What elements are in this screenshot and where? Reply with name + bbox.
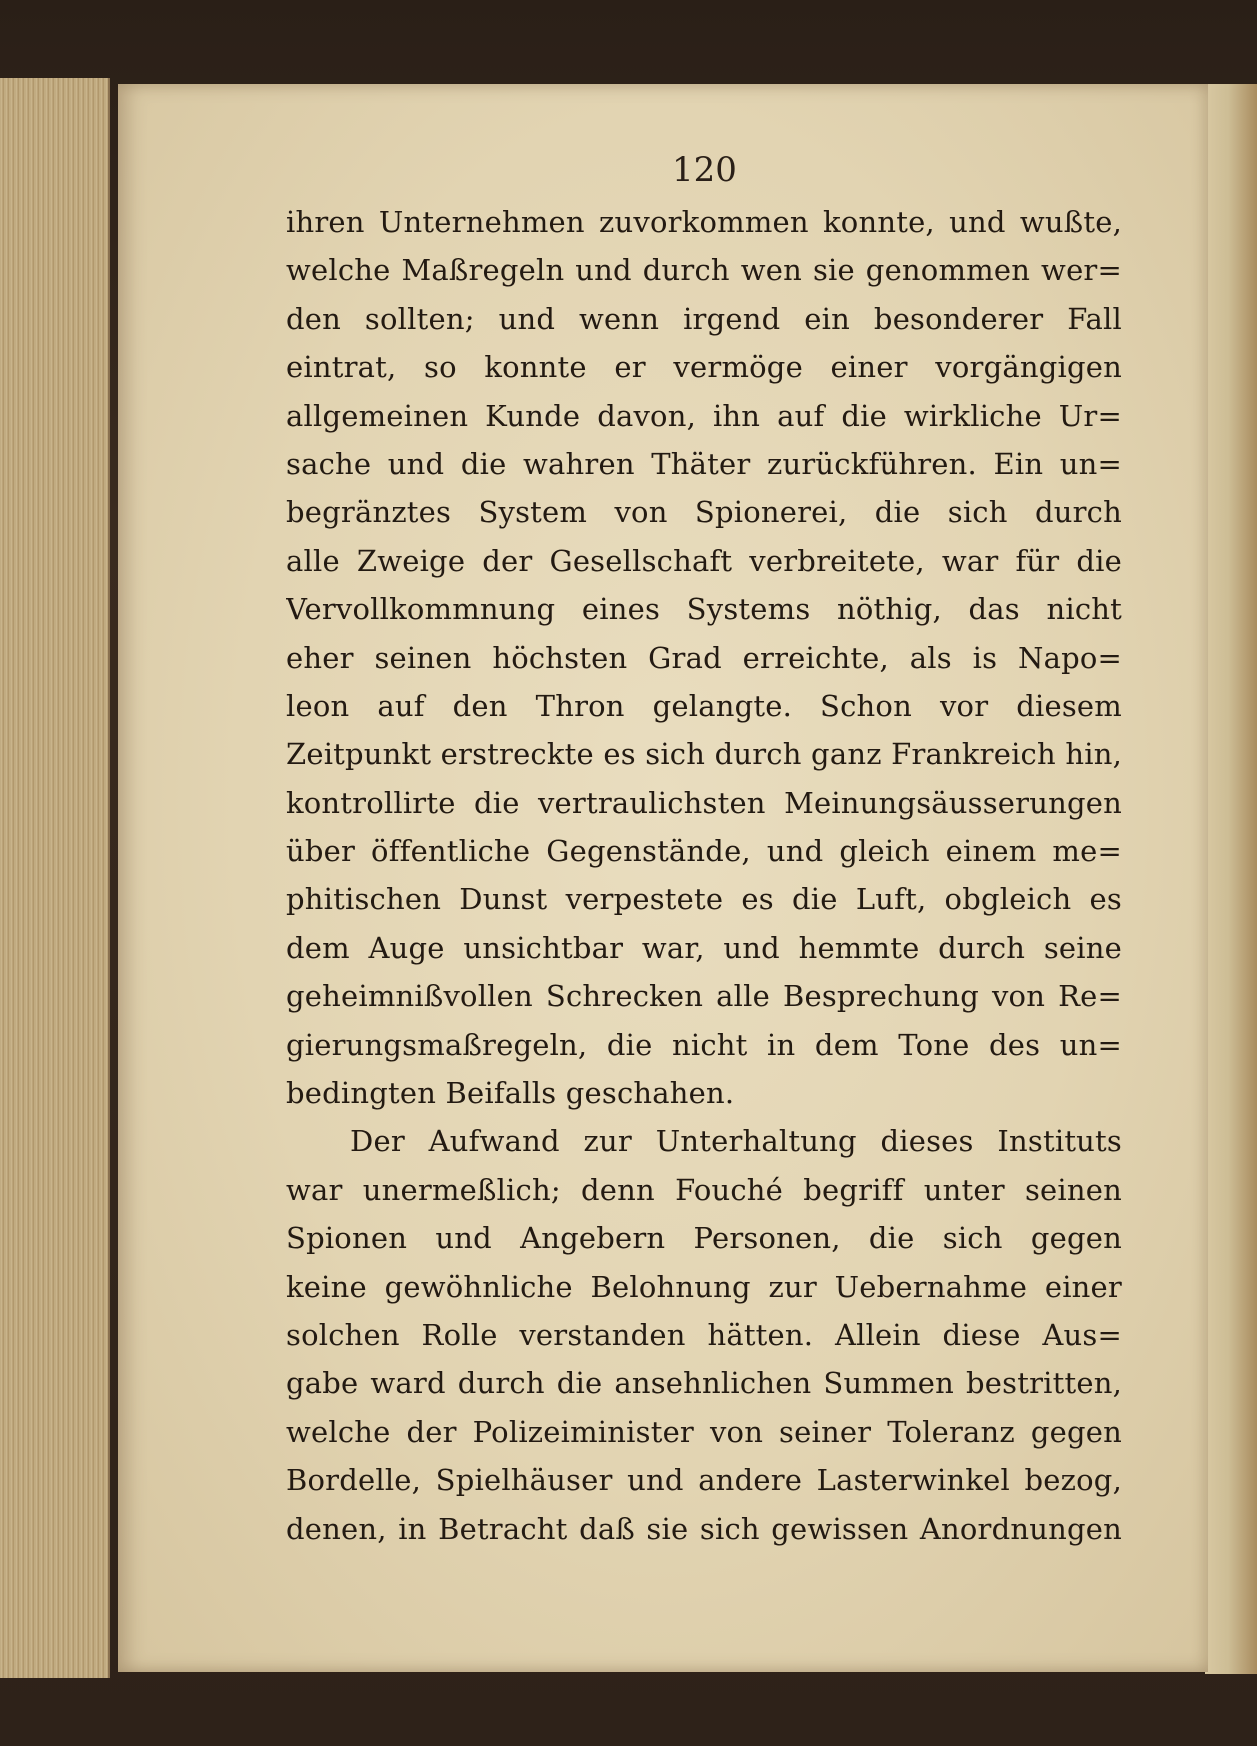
text-line: war unermeßlich; denn Fouché begriff unter seinen xyxy=(286,1172,1122,1207)
text-line: phitischen Dunst verpestete es die Luft, obgleich es xyxy=(286,882,1122,917)
text-line: Vervollkommnung eines Systems nöthig, das nicht xyxy=(286,592,1122,627)
text-line: keine gewöhnliche Belohnung zur Uebernahme einer xyxy=(286,1269,1122,1304)
text-line: leon auf den Thron gelangte. Schon vor diesem xyxy=(286,688,1122,723)
text-line: eintrat, so konnte er vermöge einer vorgängigen xyxy=(286,350,1122,385)
page-number: 120 xyxy=(672,150,737,190)
text-line: alle Zweige der Gesellschaft verbreitete, war für die xyxy=(286,543,1122,578)
text-line: über öffentliche Gegenstände, und gleich einem me= xyxy=(286,834,1122,869)
text-line: welche Maßregeln und durch wen sie genommen wer= xyxy=(286,253,1122,288)
text-line: bedingten Beifalls geschahen. xyxy=(286,1076,735,1111)
text-line: eher seinen höchsten Grad erreichte, als is Napo= xyxy=(286,640,1122,675)
text-line: begränztes System von Spionerei, die sich durch xyxy=(286,495,1122,530)
text-line: denen, in Betracht daß sie sich gewissen Anordnungen xyxy=(286,1511,1122,1546)
text-line: welche der Polizeiminister von seiner Toleranz gegen xyxy=(286,1414,1122,1449)
text-line: kontrollirte die vertraulichsten Meinungsäusserungen xyxy=(286,785,1122,820)
text-line: gierungsmaßregeln, die nicht in dem Tone des un= xyxy=(286,1027,1122,1062)
text-line: Der Aufwand zur Unterhaltung dieses Instituts xyxy=(350,1124,1122,1159)
text-line: gabe ward durch die ansehnlichen Summen bestritten, xyxy=(286,1366,1122,1401)
page-edges-left xyxy=(0,78,110,1678)
text-line: geheimnißvollen Schrecken alle Besprechung von Re= xyxy=(286,979,1122,1014)
body-text xyxy=(286,198,1122,1553)
text-line: dem Auge unsichtbar war, und hemmte durch seine xyxy=(286,930,1122,965)
page-edge-right xyxy=(1205,84,1257,1674)
text-line: Zeitpunkt erstreckte es sich durch ganz Frankreich hin, xyxy=(286,737,1122,772)
text-line: sache und die wahren Thäter zurückführen. Ein un= xyxy=(286,446,1122,481)
text-line: Spionen und Angebern Personen, die sich gegen xyxy=(286,1221,1122,1256)
text-line: ihren Unternehmen zuvorkommen konnte, und wußte, xyxy=(286,205,1122,239)
text-line: den sollten; und wenn irgend ein besonderer Fall xyxy=(286,301,1122,336)
text-line: allgemeinen Kunde davon, ihn auf die wirkliche Ur= xyxy=(286,398,1122,433)
text-line: Bordelle, Spielhäuser und andere Lasterwinkel bezog, xyxy=(286,1463,1122,1498)
text-line: solchen Rolle verstanden hätten. Allein diese Aus= xyxy=(286,1317,1122,1352)
